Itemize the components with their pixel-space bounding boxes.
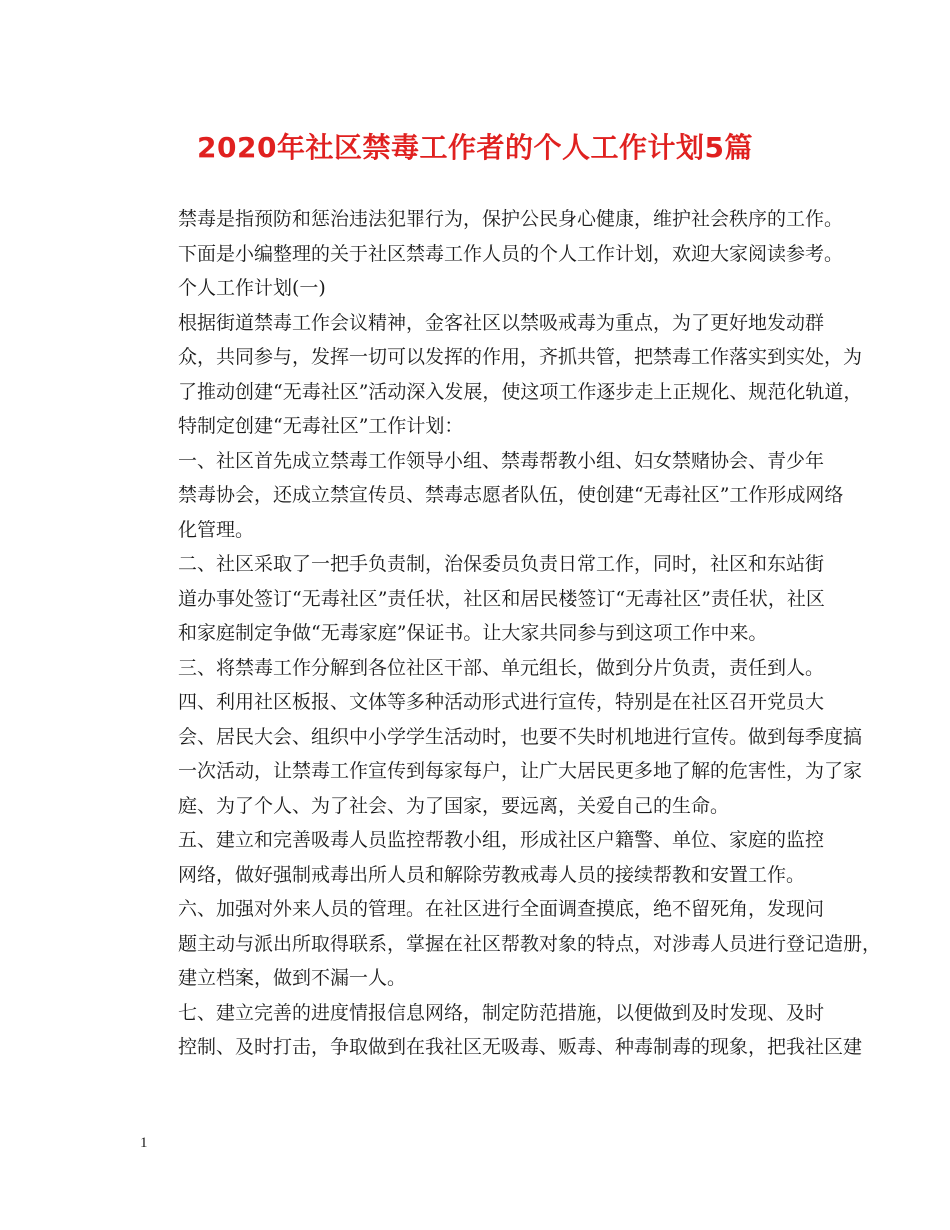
text-line: 题主动与派出所取得联系，掌握在社区帮教对象的特点，对涉毒人员进行登记造册， [178, 932, 882, 955]
text-line: 网络，做好强制戒毒出所人员和解除劳教戒毒人员的接续帮教和安置工作。 [178, 863, 806, 886]
text-line: 七、建立完善的进度情报信息网络，制定防范措施，以便做到及时发现、及时 [178, 1001, 825, 1024]
paragraph [140, 996, 863, 1065]
text-line: 下面是小编整理的关于社区禁毒工作人员的个人工作计划，欢迎大家阅读参考。 [178, 242, 844, 265]
page-number: 1 [140, 1135, 148, 1151]
document-title: 2020年社区禁毒工作者的个人工作计划5篇 [197, 131, 753, 164]
text-line: 庭、为了个人、为了社会、为了国家，要远离，关爱自己的生命。 [178, 794, 730, 817]
text-line: 一次活动，让禁毒工作宣传到每家每户，让广大居民更多地了解的危害性，为了家 [178, 760, 863, 782]
text-line: 和家庭制定争做“无毒家庭”保证书。让大家共同参与到这项工作中来。 [178, 622, 768, 644]
text-line: 五、建立和完善吸毒人员监控帮教小组，形成社区户籍警、单位、家庭的监控 [178, 829, 825, 851]
text-line: 个人工作计划(一) [178, 277, 326, 299]
paragraph [140, 892, 882, 996]
text-line: 化管理。 [178, 518, 255, 541]
text-line: 建立档案，做到不漏一人。 [178, 967, 407, 989]
text-line: 会、居民大会、组织中小学学生活动时，也要不失时机地进行宣传。做到每季度搞 [178, 725, 863, 748]
text-line: 控制、及时打击，争取做到在我社区无吸毒、贩毒、种毒制毒的现象，把我社区建 [178, 1036, 863, 1058]
text-line: 四、利用社区板报、文体等多种活动形式进行宣传，特别是在社区召开党员大 [178, 691, 825, 713]
paragraph [140, 271, 810, 306]
text-line: 了推动创建“无毒社区”活动深入发展，使这项工作逐步走上正规化、规范化轨道， [178, 380, 863, 403]
paragraph [140, 306, 863, 444]
paragraph [140, 444, 844, 548]
text-line: 禁毒协会，还成立禁宣传员、禁毒志愿者队伍，使创建“无毒社区”工作形成网络 [178, 484, 844, 506]
text-line: 众，共同参与，发挥一切可以发挥的作用，齐抓共管，把禁毒工作落实到实处，为 [178, 346, 863, 368]
text-line: 根据街道禁毒工作会议精神，金客社区以禁吸戒毒为重点，为了更好地发动群 [178, 311, 825, 334]
document-body [140, 202, 882, 1065]
paragraph [140, 685, 863, 823]
text-line: 六、加强对外来人员的管理。在社区进行全面调查摸底，绝不留死角，发现问 [178, 898, 825, 920]
paragraph [140, 651, 825, 686]
text-line: 道办事处签订“无毒社区”责任状，社区和居民楼签订“无毒社区”责任状，社区 [178, 587, 825, 610]
text-line: 一、社区首先成立禁毒工作领导小组、禁毒帮教小组、妇女禁赌协会、青少年 [178, 449, 825, 472]
paragraph [140, 823, 825, 892]
text-line: 三、将禁毒工作分解到各位社区干部、单元组长，做到分片负责，责任到人。 [178, 656, 825, 679]
text-line: 禁毒是指预防和惩治违法犯罪行为，保护公民身心健康，维护社会秩序的工作。 [178, 208, 844, 230]
text-line: 二、社区采取了一把手负责制，治保委员负责日常工作，同时，社区和东站街 [178, 553, 825, 575]
paragraph [140, 547, 825, 651]
paragraph [140, 202, 844, 271]
text-line: 特制定创建“无毒社区”工作计划： [178, 415, 464, 437]
